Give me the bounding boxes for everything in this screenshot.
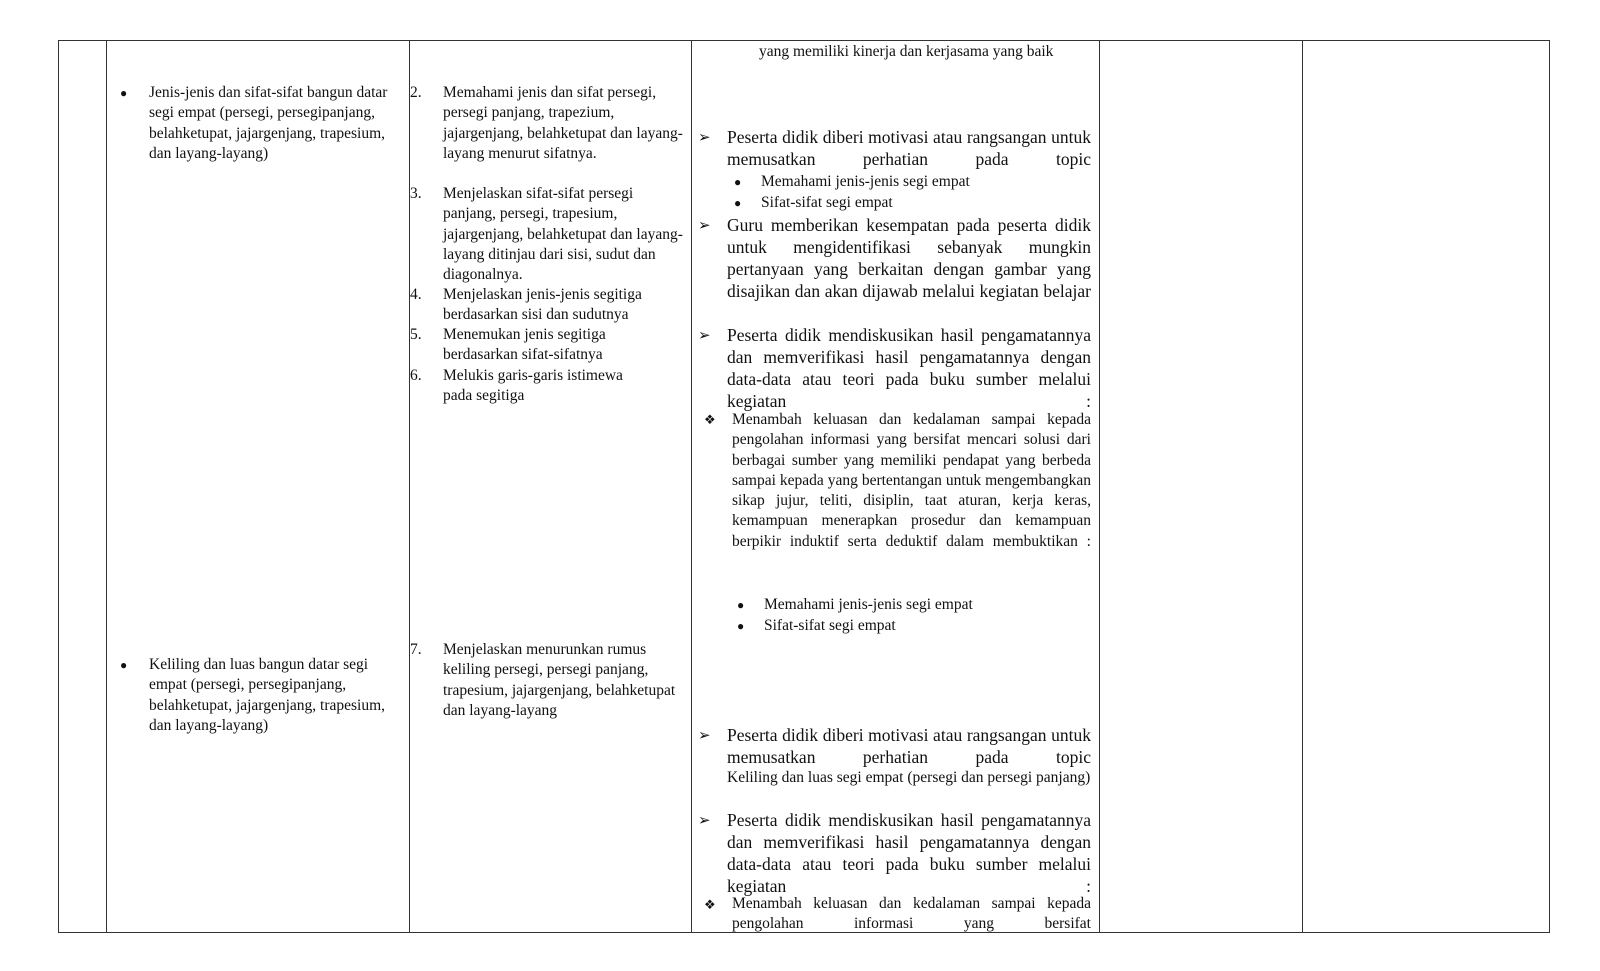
diamond-bullet-icon: ❖ [704, 412, 716, 427]
arrow-bullet-icon: ➢ [698, 130, 711, 146]
activity-text: Peserta didik diberi motivasi atau rangsangan untuk memusatkan perhatian pada topic [727, 725, 1091, 767]
topic-text: Keliling dan luas bangun datar segi empat (persegi, persegipanjang, belahketupat, jajargenjang, trapesium, dan layang-layang) [149, 656, 386, 734]
list-item: Menjelaskan menurunkan rumus keliling persegi, persegi panjang, trapesium, jajargenjang, belahketupat dan layang-layang [443, 641, 676, 719]
topic-text: Jenis-jenis dan sifat-sifat bangun datar segi empat (persegi, persegipanjang, belahketupat, jajargenjang, trapesium, dan layang-layang) [149, 84, 388, 162]
list-item: Menjelaskan sifat-sifat persegi panjang, persegi, trapesium, jajargenjang, belahketupat dan layang-layang ditinjau dari sisi, sudut dan diagonalnya. [443, 185, 683, 284]
bullet-icon: ● [734, 175, 742, 189]
activity-text: Peserta didik mendiskusikan hasil pengamatannya dan memverifikasi hasil pengamatannya dengan data-data atau teori pada buku sumber melalui kegiatan : [727, 325, 1091, 411]
diamond-bullet-icon: ❖ [704, 897, 716, 912]
bullet-icon: ● [734, 196, 742, 210]
list-number: 7. [410, 641, 422, 658]
column-divider [106, 40, 107, 933]
bullet-icon: ● [737, 598, 745, 612]
activity-topic: Keliling dan luas segi empat (persegi dan persegi panjang) [727, 769, 1091, 786]
activity-subitem: Memahami jenis-jenis segi empat [761, 173, 970, 190]
activity-subitem: Memahami jenis-jenis segi empat [764, 596, 973, 613]
list-number: 5. [410, 326, 422, 343]
arrow-bullet-icon: ➢ [698, 728, 711, 744]
continued-text: yang memiliki kinerja dan kerjasama yang baik [759, 43, 1054, 60]
list-number: 4. [410, 286, 422, 303]
arrow-bullet-icon: ➢ [698, 813, 711, 829]
list-item: Menjelaskan jenis-jenis segitiga berdasarkan sisi dan sudutnya [443, 286, 642, 324]
activity-detail: Menambah keluasan dan kedalaman sampai kepada pengolahan informasi yang bersifat mencari solusi dari berbagai sumber yang memiliki pendapat yang berbeda sampai kepada yang bertentangan untuk mengembangkan sikap jujur, teliti, disiplin, taat aturan, kerja keras, kemampuan menerapkan prosedur dan kemampuan berpikir induktif serta deduktif dalam membuktikan : [732, 411, 1091, 550]
activity-detail: Menambah keluasan dan kedalaman sampai kepada pengolahan informasi yang bersifat [732, 895, 1091, 932]
column-divider [691, 40, 692, 933]
column-divider [1099, 40, 1100, 933]
column-divider [409, 40, 410, 933]
activity-text: Peserta didik mendiskusikan hasil pengamatannya dan memverifikasi hasil pengamatannya dengan data-data atau teori pada buku sumber melalui kegiatan : [727, 810, 1091, 896]
activity-text: Peserta didik diberi motivasi atau rangsangan untuk memusatkan perhatian pada topic [727, 127, 1091, 169]
list-item: Menemukan jenis segitiga berdasarkan sifat-sifatnya [443, 326, 606, 364]
list-number: 6. [410, 367, 422, 384]
bullet-icon: ● [737, 619, 745, 633]
arrow-bullet-icon: ➢ [698, 328, 711, 344]
column-divider [1302, 40, 1303, 933]
list-item: Memahami jenis dan sifat persegi, persegi panjang, trapezium, jajargenjang, belahketupat dan layang-layang menurut sifatnya. [443, 84, 683, 162]
activity-subitem: Sifat-sifat segi empat [761, 194, 893, 211]
bullet-icon: ● [120, 86, 128, 100]
list-number: 3. [410, 185, 422, 202]
bullet-icon: ● [120, 658, 128, 672]
list-number: 2. [410, 84, 422, 101]
activity-subitem: Sifat-sifat segi empat [764, 617, 896, 634]
activity-text: Guru memberikan kesempatan pada peserta didik untuk mengidentifikasi sebanyak mungkin pertanyaan yang berkaitan dengan gambar yang disajikan dan akan dijawab melalui kegiatan belajar [727, 215, 1091, 301]
list-item: Melukis garis-garis istimewa pada segitiga [443, 367, 623, 405]
arrow-bullet-icon: ➢ [698, 218, 711, 234]
